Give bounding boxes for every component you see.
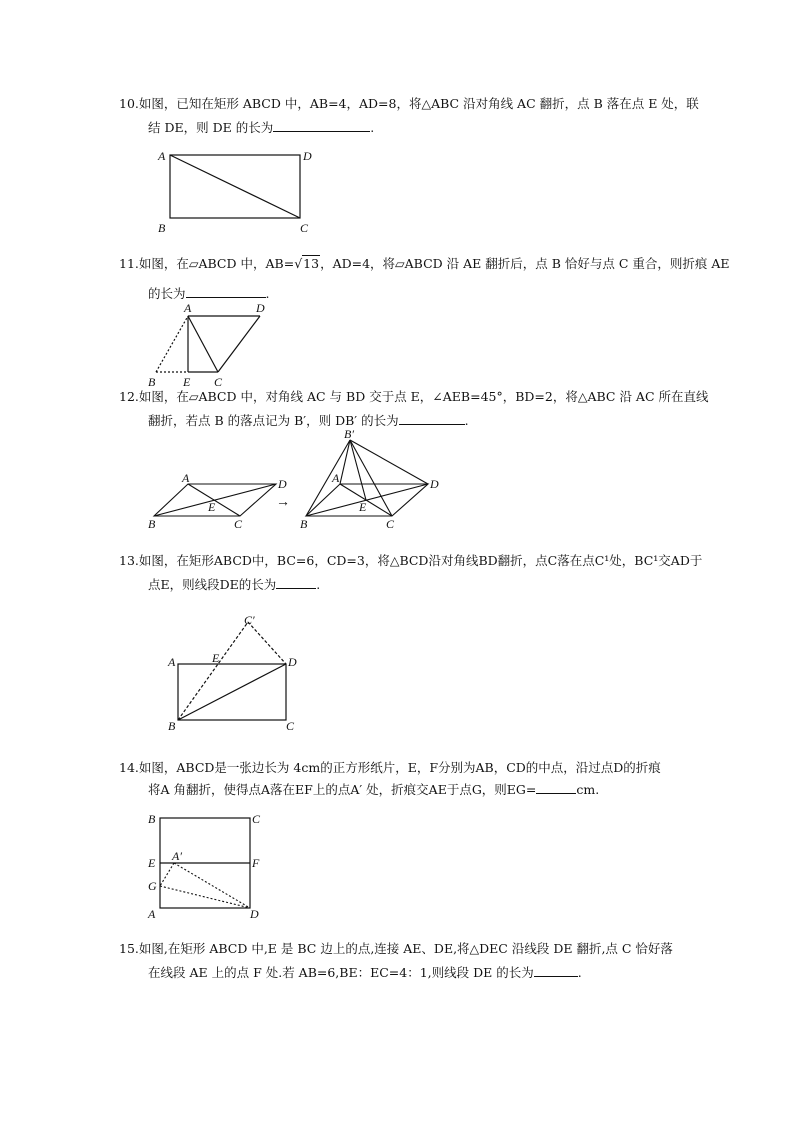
dotted-ba (156, 316, 188, 372)
label-b: B (168, 719, 176, 733)
q15-line2-text: 在线段 AE 上的点 F 处.若 AB=6,BE：EC=4：1,则线段 DE 的长为 (148, 965, 534, 980)
q12-figure (140, 428, 450, 533)
q11-text-line1 (119, 256, 730, 272)
q13-figure (160, 610, 310, 735)
segment-bp-a (340, 440, 350, 484)
answer-blank[interactable] (273, 119, 370, 132)
label-a: A (148, 907, 156, 921)
q12-period: . (464, 413, 469, 428)
label-e-right: E (359, 500, 367, 514)
answer-blank[interactable] (399, 412, 465, 425)
label-a-prime: A′ (172, 849, 182, 863)
label-a: A (168, 655, 176, 669)
label-e: E (183, 375, 191, 389)
dotted-gd (160, 886, 250, 908)
q10-text-line2 (148, 119, 374, 136)
label-e: E (208, 500, 216, 514)
label-d: D (256, 301, 265, 315)
q13-period: . (316, 577, 321, 592)
label-a: A (184, 301, 192, 315)
label-c: C (252, 812, 261, 826)
q15-text-line1: 15.如图,在矩形 ABCD 中,E 是 BC 边上的点,连接 AE、DE,将△DEC 沿线段 DE 翻折,点 C 恰好落 (119, 941, 673, 956)
label-a: A (182, 471, 190, 485)
q10-text-line1: 10.如图，已知在矩形 ABCD 中，AB=4，AD=8，将△ABC 沿对角线 AC 翻折，点 B 落在点 E 处，联 (119, 96, 699, 111)
label-c: C (286, 719, 295, 733)
q15-text-line2 (148, 964, 582, 981)
q14-line2-text: 将A 角翻折，使得点A落在EF上的点A′ 处，折痕交AE于点G，则EG= (148, 782, 537, 797)
label-b-right: B (300, 517, 308, 531)
label-g: G (148, 879, 157, 893)
label-d: D (288, 655, 297, 669)
answer-blank[interactable] (536, 781, 576, 794)
dashed-cprime-d (248, 622, 286, 664)
dotted-aprime-d (174, 863, 250, 908)
q14-text-line2 (148, 781, 599, 798)
label-c: C (234, 517, 243, 531)
q13-text-line1: 13.如图，在矩形ABCD中，BC=6，CD=3，将△BCD沿对角线BD翻折，点C落在点C¹处，BC¹交AD于 (119, 553, 703, 568)
q12-text-line2 (148, 412, 469, 429)
label-d: D (278, 477, 287, 491)
label-e: E (148, 856, 156, 870)
label-e: E (212, 651, 220, 665)
q12-line2-text: 翻折，若点 B 的落点记为 B′，则 DB′ 的长为 (148, 413, 399, 428)
diagonal-bd (178, 664, 286, 720)
q10-line2-text: 结 DE，则 DE 的长为 (148, 120, 274, 135)
q14-figure (140, 808, 270, 923)
label-f: F (252, 856, 260, 870)
q10-figure (150, 140, 330, 240)
label-b: B (158, 221, 166, 235)
segment-dc (218, 316, 260, 372)
label-c: C (300, 221, 309, 235)
sqrt-radicand: 13 (303, 256, 320, 271)
q10-period: . (370, 120, 375, 135)
label-d-right: D (430, 477, 439, 491)
q11-line1-part-a: 11.如图，在▱ABCD 中，AB= (119, 256, 295, 271)
dashed-bcprime (178, 622, 248, 720)
arrow-icon: → (276, 495, 290, 510)
label-a: A (158, 149, 166, 163)
label-b: B (148, 812, 156, 826)
q14-unit: cm. (576, 782, 600, 797)
segment-ac (188, 316, 218, 372)
answer-blank[interactable] (186, 285, 266, 298)
q11-figure (140, 298, 280, 390)
q11-period: . (265, 286, 270, 301)
label-c-prime: C′ (244, 613, 255, 627)
label-d: D (303, 149, 312, 163)
label-d: D (250, 907, 259, 921)
label-b: B (148, 375, 156, 389)
answer-blank[interactable] (534, 964, 578, 977)
label-a-right: A (332, 471, 340, 485)
segment-b-bp (306, 440, 350, 516)
diagonal-ac (170, 155, 300, 218)
q14-text-line1: 14.如图，ABCD是一张边长为 4cm的正方形纸片，E，F分别为AB，CD的中点，沿过点D的折痕 (119, 760, 661, 775)
answer-blank[interactable] (276, 576, 316, 589)
dotted-aprime-g (160, 863, 174, 886)
label-b: B (148, 517, 156, 531)
q15-period: . (577, 965, 582, 980)
q13-line2-text: 点E，则线段DE的长为 (148, 577, 277, 592)
q11-line1-part-b: ，AD=4，将▱ABCD 沿 AE 翻折后，点 B 恰好与点 C 重合，则折痕 AE (320, 256, 730, 271)
label-c-right: C (386, 517, 395, 531)
q13-text-line2 (148, 576, 320, 593)
q12-text-line1: 12.如图，在▱ABCD 中，对角线 AC 与 BD 交于点 E，∠AEB=45°，BD=2，将△ABC 沿 AC 所在直线 (119, 389, 709, 404)
q11-line2-text: 的长为 (148, 286, 186, 301)
sqrt-13: √13 (294, 256, 320, 271)
label-b-prime: B′ (344, 428, 354, 441)
label-c: C (214, 375, 223, 389)
